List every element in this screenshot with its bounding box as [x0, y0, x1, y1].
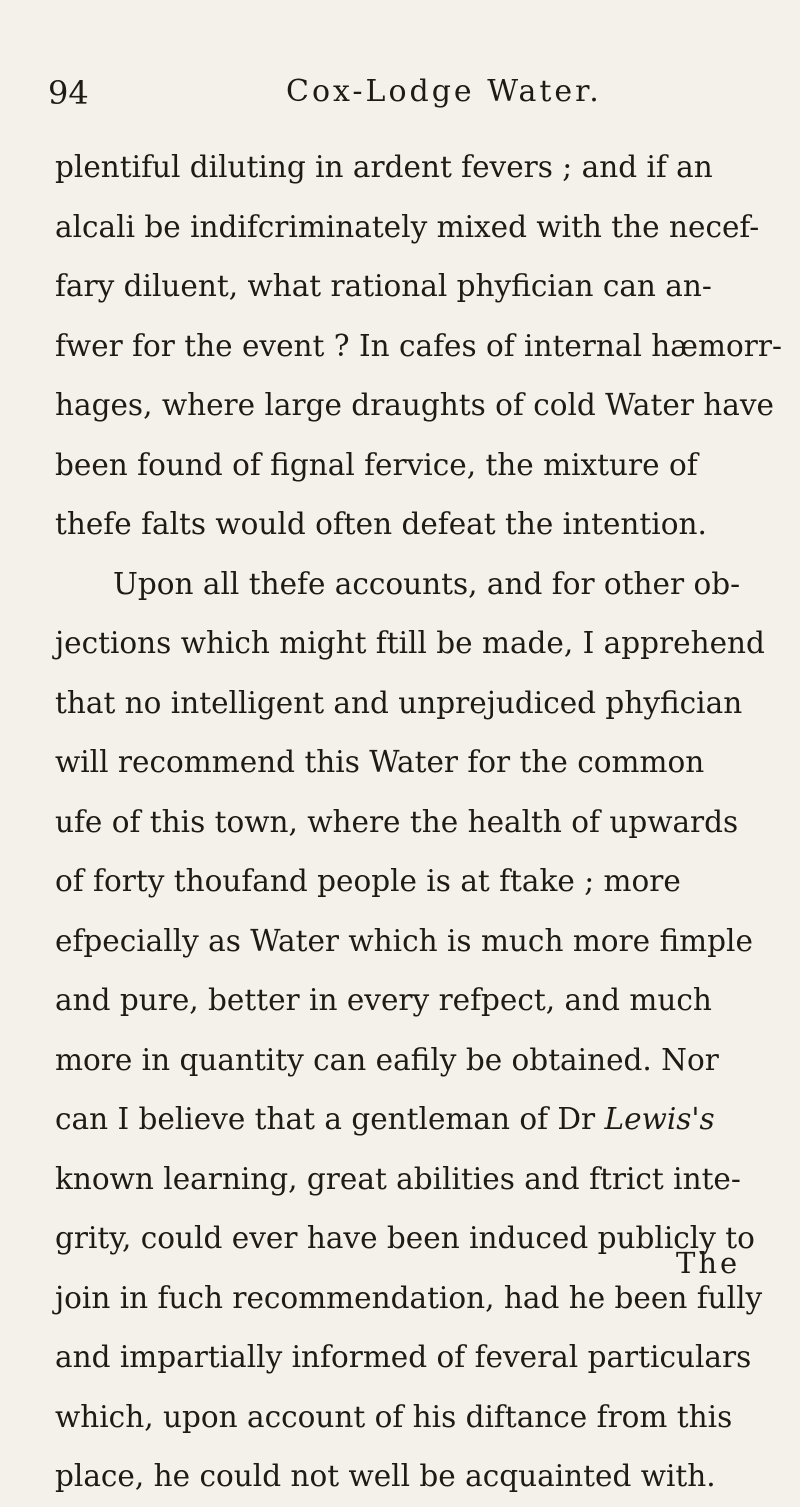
text-line: which, upon account of his diftance from this [55, 1399, 733, 1434]
text-line: that no intelligent and unprejudiced phyfician [55, 685, 743, 720]
text-line: efpecially as Water which is much more fimple [55, 923, 753, 958]
catchword: The [676, 1246, 741, 1280]
text-line: jections which might ftill be made, I apprehend [55, 626, 765, 660]
text-line: of forty thoufand people is at ftake ; more [55, 864, 681, 898]
paragraph-start-line: Upon all thefe accounts, and for other ob- [113, 566, 741, 601]
text-line-part: can I believe that a gentleman of Dr [55, 1102, 605, 1136]
body-text [55, 138, 782, 1507]
text-line: plentiful diluting in ardent fevers ; and if an [55, 150, 713, 184]
text-line: been found of fignal fervice, the mixture of [55, 447, 698, 482]
text-line: known learning, great abilities and ftrict inte- [55, 1161, 741, 1196]
text-line: and pure, better in every refpect, and much [55, 983, 712, 1017]
text-line: join in fuch recommendation, had he been fully [55, 1280, 763, 1315]
text-line: will recommend this Water for the common [55, 745, 705, 779]
page-number: 94 [48, 74, 89, 112]
text-line: alcali be indifcriminately mixed with the necef- [55, 209, 760, 244]
text-line: grity, could ever have been induced publicly to [55, 1221, 755, 1255]
text-line: hages, where large draughts of cold Water have [55, 388, 775, 422]
running-head: Cox-Lodge Water. [286, 74, 602, 109]
italic-name: Lewis's [604, 1102, 715, 1136]
text-line: and impartially informed of feveral particulars [55, 1340, 752, 1374]
text-line: place, he could not well be acquainted with. [55, 1459, 716, 1493]
page-header [0, 74, 800, 118]
text-line: thefe falts would often defeat the intention. [55, 507, 707, 541]
text-line: more in quantity can eafily be obtained. Nor [55, 1042, 719, 1077]
text-line: ufe of this town, where the health of upwards [55, 804, 739, 839]
text-line [55, 1090, 755, 1150]
text-line: fary diluent, what rational phyfician can an- [55, 269, 712, 303]
text-line: fwer for the event ? In cafes of internal hæmorr- [55, 328, 782, 363]
